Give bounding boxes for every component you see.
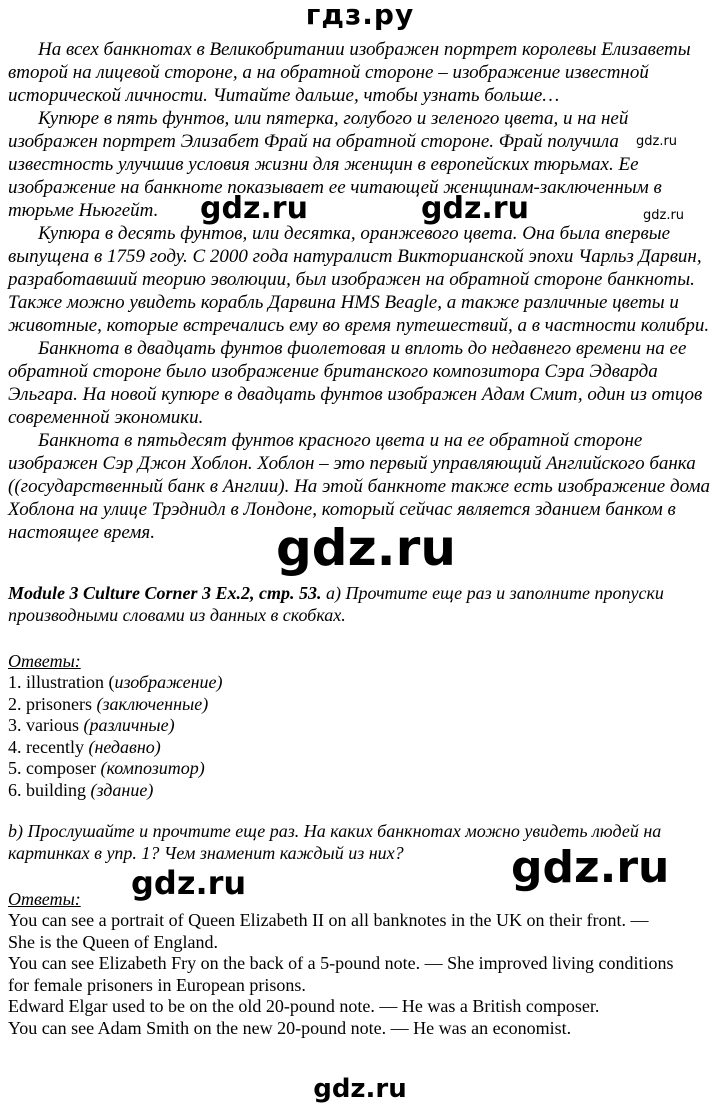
- answer-word: 1. illustration (: [8, 672, 115, 692]
- answer-translation: (композитор): [100, 758, 205, 778]
- exercise-b-instruction: b) Прослушайте и прочтите еще раз. На каких банкнотах можно увидеть людей на: [8, 821, 662, 841]
- answer-line: You can see a portrait of Queen Elizabeth II on all banknotes in the UK on their front. —: [8, 910, 649, 930]
- answer-item: [8, 672, 714, 694]
- answers-label: Ответы:: [8, 651, 81, 671]
- paragraph-line: Банкнота в двадцать фунтов фиолетовая и вплоть до недавнего времени на ее: [38, 338, 687, 359]
- paragraph: [8, 38, 714, 107]
- site-watermark-bottom: gdz.ru: [313, 1074, 407, 1104]
- translation-text: [8, 38, 714, 544]
- paragraph-line: настоящее время.: [8, 522, 156, 543]
- answer-line: You can see Adam Smith on the new 20-pound note. — He was an economist.: [8, 1017, 572, 1038]
- watermark-medium: gdz.ru: [131, 864, 247, 902]
- answers-list: [8, 672, 714, 801]
- exercise-a-answers: [8, 650, 714, 801]
- paragraph-line: обратной стороне было изображение британского композитора Сэра Эдварда: [8, 361, 658, 382]
- watermark-medium: gdz.ru: [421, 191, 529, 226]
- answer-word: 4. recently: [8, 736, 89, 757]
- paragraph-line: Хоблона на улице Трэднидл в Лондоне, который сейчас является зданием банком в: [8, 499, 676, 520]
- answer-line: for female prisoners in European prisons.: [8, 974, 306, 995]
- exercise-a-instruction: a) Прочтите еще раз и заполните пропуски: [321, 583, 664, 603]
- answer-translation: (заключенные): [96, 693, 209, 714]
- exercise-b-answers: [8, 888, 714, 1039]
- watermark-small: gdz.ru: [643, 208, 685, 223]
- paragraph-line: изображен портрет Элизабет Фрай на обратной стороне. Фрай получила: [8, 131, 619, 152]
- watermark-large: gdz.ru: [276, 519, 456, 577]
- paragraph-line: выпущена в 1759 году. С 2000 года натуралист Викторианской эпохи Чарльз Дарвин,: [8, 246, 702, 267]
- answer-translation: (недавно): [88, 736, 161, 757]
- answer-word: 2. prisoners: [8, 693, 97, 714]
- exercise-a-instruction: производными словами из данных в скобках.: [8, 605, 346, 625]
- answer-word: 3. various: [8, 715, 84, 735]
- paragraph: [8, 107, 714, 222]
- answers-label: Ответы:: [8, 889, 81, 909]
- answer-item: [8, 758, 714, 780]
- paragraph-line: современной экономики.: [8, 407, 204, 428]
- answer-word: 6. building: [8, 779, 91, 800]
- answer-translation: изображение): [114, 672, 223, 692]
- answer-translation: (здание): [90, 779, 154, 800]
- site-watermark-top: гдз.ру: [305, 0, 415, 31]
- exercise-b-instruction: картинках в упр. 1? Чем знаменит каждый из них?: [8, 843, 404, 863]
- paragraph-line: Эльгара. На новой купюре в двадцать фунтов изображен Адам Смит, один из отцов: [8, 384, 703, 405]
- answer-lines: [8, 910, 714, 1039]
- watermark-large: gdz.ru: [511, 842, 670, 893]
- answer-line: Edward Elgar used to be on the old 20-pound note. — He was a British composer.: [8, 996, 600, 1016]
- paragraph-line: На всех банкнотах в Великобритании изображен портрет королевы Елизаветы: [38, 39, 691, 60]
- paragraph: [8, 337, 714, 429]
- paragraph-line: изображен Сэр Джон Хоблон. Хоблон – это первый управляющий Английского банка: [8, 453, 696, 474]
- exercise-title: Module 3 Culture Corner 3 Ex.2, стр. 53.: [8, 583, 322, 603]
- paragraph-line: Купюра в десять фунтов, или десятка, оранжевого цвета. Она была впервые: [38, 223, 671, 244]
- paragraph-line: тюрьме Ньюгейт.: [8, 200, 159, 221]
- exercise-b-header: [8, 820, 714, 864]
- paragraph-line: разработавший теорию эволюции, был изображен на обратной стороне банкноты.: [8, 269, 695, 290]
- answer-translation: (различные): [83, 715, 175, 735]
- answer-line: She is the Queen of England.: [8, 931, 218, 952]
- answer-item: [8, 715, 714, 737]
- paragraph-line: животные, которые встречались ему во время путешествий, а в частности колибри.: [8, 315, 710, 336]
- paragraph-line: Купюре в пять фунтов, или пятерка, голубого и зеленого цвета, и на ней: [38, 108, 629, 129]
- paragraph-line: исторической личности. Читайте дальше, чтобы узнать больше…: [8, 85, 560, 106]
- paragraph-line: ((государственный банк в Англии). На этой банкноте также есть изображение дома: [8, 476, 710, 497]
- answer-line: You can see Elizabeth Fry on the back of a 5-pound note. — She improved living conditions: [8, 953, 674, 973]
- watermark-medium: gdz.ru: [200, 191, 308, 226]
- watermark-small: gdz.ru: [636, 134, 678, 149]
- paragraph: [8, 429, 714, 544]
- exercise-a-header: [8, 582, 714, 626]
- paragraph-line: известность улучшив условия жизни для женщин в европейских тюрьмах. Ее: [8, 154, 639, 175]
- paragraph-line: изображение на банкноте показывает ее читающей женщинам-заключенным в: [8, 177, 662, 198]
- answer-item: [8, 780, 714, 802]
- paragraph-line: Также можно увидеть корабль Дарвина HMS Beagle, а также различные цветы и: [8, 292, 679, 313]
- answer-word: 5. composer: [8, 758, 101, 778]
- paragraph: [8, 222, 714, 337]
- answer-item: [8, 694, 714, 716]
- paragraph-line: Банкнота в пятьдесят фунтов красного цвета и на ее обратной стороне: [38, 430, 643, 451]
- answer-item: [8, 737, 714, 759]
- paragraph-line: второй на лицевой стороне, а на обратной стороне – изображение известной: [8, 62, 649, 83]
